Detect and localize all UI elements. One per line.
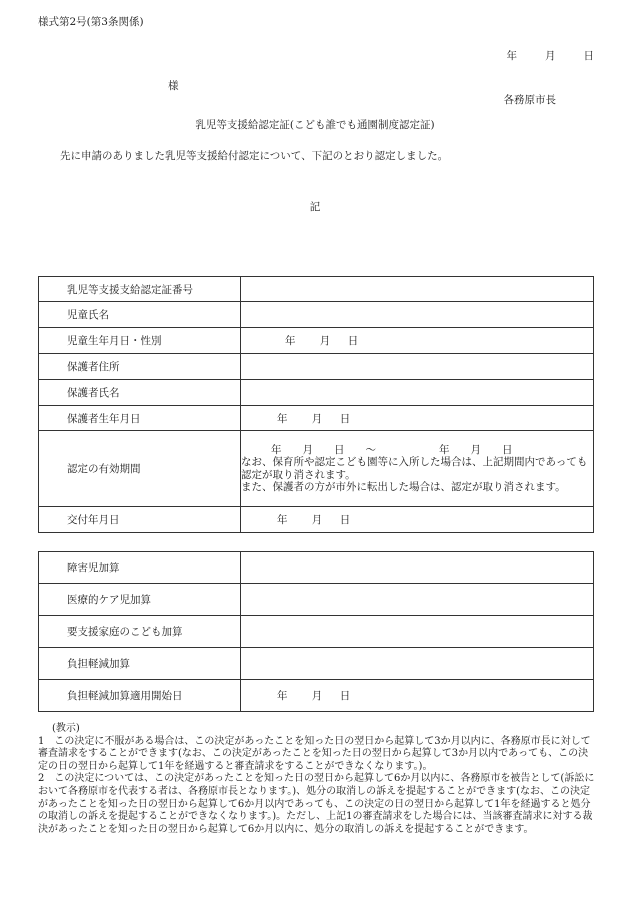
table-row	[39, 616, 594, 648]
document-title: 乳児等支援給認定証(こども誰でも通園制度認定証)	[195, 119, 435, 131]
day-label: 日	[339, 412, 351, 425]
validity-range: 年 月 日 ～ 年 月 日	[271, 443, 513, 456]
guardian-address-field[interactable]	[241, 354, 594, 380]
month-label: 月	[319, 335, 331, 347]
child-name-field[interactable]	[241, 302, 594, 328]
day-label: 日	[347, 335, 359, 347]
row-label: 負担軽減加算	[39, 648, 241, 680]
table-row	[39, 507, 594, 533]
table-row	[39, 431, 594, 507]
table-row	[39, 302, 594, 328]
instruction-item-2: 2 この決定については、この決定があったことを知った日の翌日から起算して6か月以内に、各務原市を被告として(訴訟において各務原市を代表する者は、各務原市長となります。)、処分の取消しの訴えを提起することができます(なお、この決定があったことを知った日の翌日から起算して6か月以内であっても、この決定の日の翌日から起算して1年を経過すると処分の取消しの訴えを提起することができなくなります。)。ただし、上記1の審査請求をした場合には、当該審査請求に対する裁決があったことを知った日の翌日から起算して6か月以内に、処分の取消しの訴えを提起することができます。	[38, 773, 595, 835]
table-row	[39, 406, 594, 431]
cert-number-field[interactable]	[241, 277, 594, 302]
addressee-suffix: 様	[168, 80, 179, 92]
year-label: 年	[277, 514, 288, 526]
form-number: 様式第2号(第3条関係)	[38, 16, 144, 28]
guardian-name-field[interactable]	[241, 380, 594, 406]
burden-reduction-addition-field[interactable]	[241, 648, 594, 680]
validity-note-moveout: また、保護者の方が市外に転出した場合は、認定が取り消されます。	[241, 481, 566, 493]
validity-period-field[interactable]	[241, 431, 594, 507]
ki-heading: 記	[309, 201, 321, 213]
instruction-item-1: 1 この決定に不服がある場合は、この決定があったことを知った日の翌日から起算して3か月以内に、各務原市長に対して審査請求をすることができます(なお、この決定があったことを知った日の翌日から起算して3か月以内であっても、この決定の日の翌日から起算して1年を経過すると審査請求をすることができなくなります。)。	[38, 735, 591, 772]
row-label: 児童氏名	[39, 302, 241, 328]
intro-text: 先に申請のありました乳児等支援給付認定について、下記のとおり認定しました。	[60, 150, 449, 162]
year-label: 年	[277, 690, 288, 702]
additions-table	[38, 551, 594, 712]
year-label: 年	[285, 335, 296, 347]
row-label: 認定の有効期間	[39, 431, 241, 507]
medical-care-addition-field[interactable]	[241, 584, 594, 616]
table-row	[39, 277, 594, 302]
table-row	[39, 584, 594, 616]
support-family-addition-field[interactable]	[241, 616, 594, 648]
row-label: 要支援家庭のこども加算	[39, 616, 241, 648]
table-row	[39, 648, 594, 680]
disability-addition-field[interactable]	[241, 552, 594, 584]
date-year-label: 年	[506, 50, 517, 62]
table-row	[39, 354, 594, 380]
day-label: 日	[339, 514, 351, 526]
month-label: 月	[311, 690, 323, 702]
row-label: 医療的ケア児加算	[39, 584, 241, 616]
issue-date	[507, 48, 595, 63]
table-row	[39, 328, 594, 354]
date-month-label: 月	[545, 50, 556, 62]
child-birthdate-field[interactable]	[241, 328, 594, 354]
day-label: 日	[339, 690, 351, 702]
row-label: 交付年月日	[39, 507, 241, 533]
row-label: 乳児等支援支給認定証番号	[39, 277, 241, 302]
table-row	[39, 680, 594, 712]
row-label: 負担軽減加算適用開始日	[39, 680, 241, 712]
issuer-name: 各務原市長	[503, 94, 556, 106]
row-label: 保護者氏名	[39, 380, 241, 406]
certificate-table	[38, 276, 594, 533]
row-label: 障害児加算	[39, 552, 241, 584]
month-label: 月	[311, 514, 323, 526]
validity-note-nursery: なお、保育所や認定こども園等に入所した場合は、上記期間内であっても認定が取り消されます。	[241, 456, 588, 481]
issue-date-field[interactable]	[241, 507, 594, 533]
year-label: 年	[277, 412, 288, 425]
table-row	[39, 552, 594, 584]
date-day-label: 日	[583, 50, 594, 62]
row-label: 児童生年月日・性別	[39, 328, 241, 354]
instructions-section	[38, 723, 598, 836]
row-label: 保護者生年月日	[39, 406, 241, 431]
guardian-birthdate-field[interactable]	[241, 406, 594, 431]
burden-reduction-start-date-field[interactable]	[241, 680, 594, 712]
instructions-heading: (教示)	[52, 723, 80, 734]
row-label: 保護者住所	[39, 354, 241, 380]
month-label: 月	[311, 412, 323, 425]
table-row	[39, 380, 594, 406]
